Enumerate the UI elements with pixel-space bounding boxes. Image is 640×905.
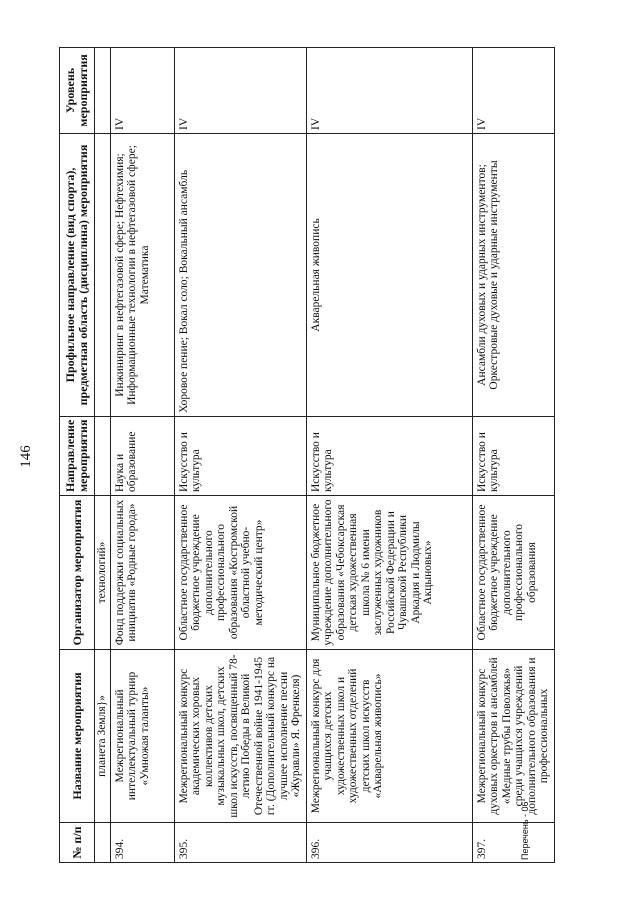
header-level: Уровень мероприятия (60, 48, 95, 134)
cell-organizer: Муниципальное бюджетное учреждение дополнительного образования «Чебоксарская детская художественная школа № 6 имени заслуженных художников Российской Федерации и Чувашской Республики Аркадия и Людмилы Акцыновых» (306, 496, 472, 650)
cell-direction: Искусство и культура (174, 417, 306, 496)
cell-name: Межрегиональный конкурс духовых оркестров и ансамблей «Медные трубы Поволжья» среди учащихся учреждений дополнительного образования и профессиональных (472, 650, 554, 823)
cell-level (95, 48, 111, 134)
cell-name: Межрегиональный интеллектуальный турнир «Умножая таланты» (110, 650, 174, 823)
table-header-row (60, 48, 95, 863)
rotated-page (11, 41, 550, 872)
events-table (59, 47, 555, 863)
cell-organizer: Фонд поддержки социальных инициатив «Родные города» (110, 496, 174, 650)
cell-level: IV (174, 48, 306, 134)
cell-direction (95, 417, 111, 496)
header-name: Название мероприятия (60, 650, 95, 823)
cell-name: Межрегиональный конкурс академических хоровых коллективов детских музыкальных школ, детских школ искусств, посвященный 78-летию Победы в Великой Отечественной войне 1941-1945 гг. (Дополнительный конкурс на лучшее исполнение песни «Журавли» Я. Френкеля) (174, 650, 306, 823)
cell-profile: Акварельная живопись (306, 134, 472, 417)
cell-direction: Искусство и культура (306, 417, 472, 496)
cell-profile (95, 134, 111, 417)
table-row (306, 48, 472, 863)
cell-profile: Ансамбли духовых и ударных инструментов; Оркестровые духовые и ударные инструменты (472, 134, 554, 417)
table-row (110, 48, 174, 863)
cell-level: IV (110, 48, 174, 134)
cell-organizer: Областное государственное бюджетное учреждение дополнительного профессионального образования «Костромской областной учебно-методический центр» (174, 496, 306, 650)
cell-profile: Инжиниринг в нефтегазовой сфере; Нефтехимия; Информационные технологии в нефтегазовой сфере; Математика (110, 134, 174, 417)
cell-num: 395. (174, 823, 306, 863)
page-number: 146 (18, 445, 34, 468)
cell-level: IV (472, 48, 554, 134)
header-profile: Профильное направление (вид спорта), предметная область (дисциплина) мероприятия (60, 134, 95, 417)
cell-level: IV (306, 48, 472, 134)
header-organizer: Организатор мероприятия (60, 496, 95, 650)
cell-direction: Искусство и культура (472, 417, 554, 496)
cell-organizer: технологий» (95, 496, 111, 650)
cell-name: Межрегиональный конкурс для учащихся детских художественных школ и художественных отделений детских школ искусств «Акварельная живопись» (306, 650, 472, 823)
footer-note: Перечень - 06 (520, 801, 530, 860)
cell-profile: Хоровое пение; Вокал соло; Вокальный ансамбль (174, 134, 306, 417)
table-row-continuation (95, 48, 111, 863)
cell-num: 396. (306, 823, 472, 863)
cell-num (95, 823, 111, 863)
table-row (174, 48, 306, 863)
cell-num: 394. (110, 823, 174, 863)
table-row (472, 48, 554, 863)
cell-num: 397. (472, 823, 554, 863)
cell-organizer: Областное государственное бюджетное учреждение дополнительного профессионального образования (472, 496, 554, 650)
cell-name: планета Земля}» (95, 650, 111, 823)
header-direction: Направление мероприятия (60, 417, 95, 496)
header-num: № п/п (60, 823, 95, 863)
cell-direction: Наука и образование (110, 417, 174, 496)
